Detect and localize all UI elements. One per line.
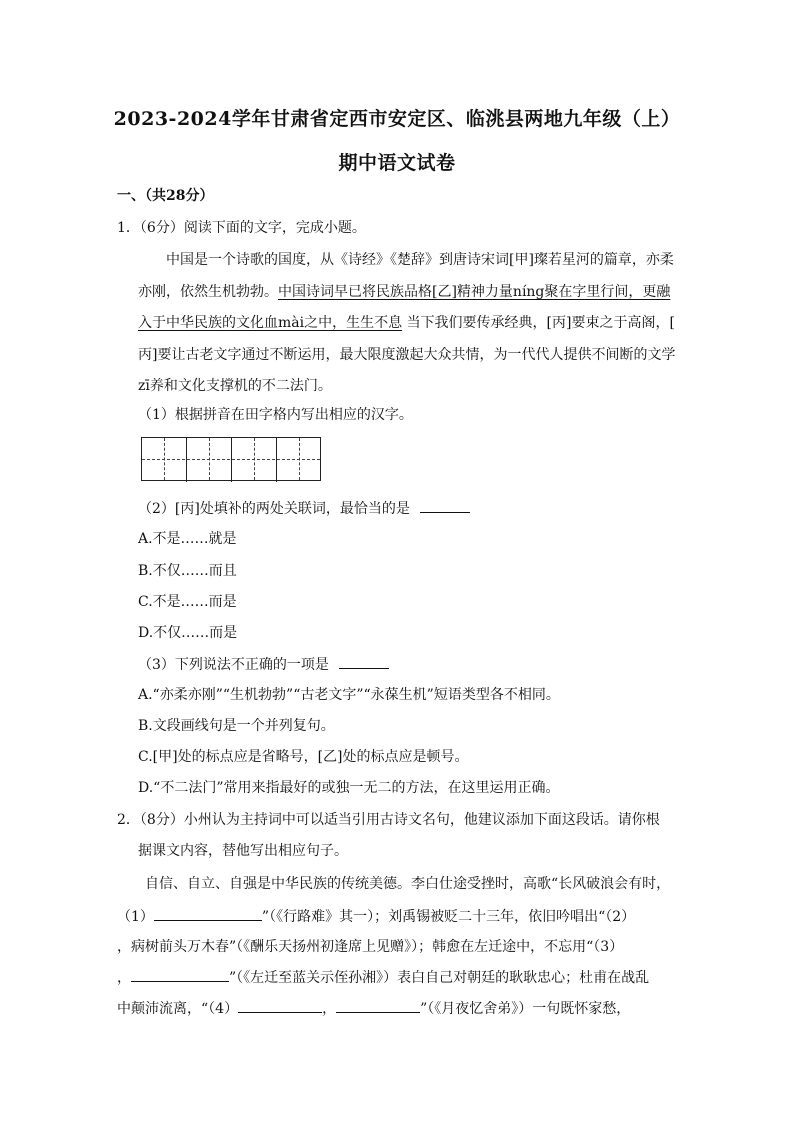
- answer-blank[interactable]: [238, 998, 322, 1013]
- q1-sub-question-1: （1）根据拼音在田字格内写出相应的汉字。: [138, 407, 413, 423]
- q1-passage-line-3-text: 当下我们要传承经典，[丙]要束之于高阁，[: [406, 315, 675, 331]
- grid-guide: [142, 459, 320, 460]
- section-heading: 一、（共28分）: [117, 188, 214, 204]
- q1-passage-line-5: zī养和文化支撑机的不二法门。: [138, 378, 332, 394]
- q2-passage-line-1: 自信、自立、自强是中华民族的传统美德。李白仕途受挫时，高歌“长风破浪会有时，: [145, 876, 671, 892]
- answer-blank[interactable]: [336, 998, 420, 1013]
- q1-sub2-option-a[interactable]: A.不是……就是: [138, 531, 237, 547]
- q2-passage-line-5-text: ”（《月夜忆舍弟》）一句既怀家愁，: [420, 1001, 631, 1017]
- q2-passage-line-2: [117, 906, 635, 927]
- q2-passage-line-5: [117, 998, 630, 1019]
- q1-sub3-option-b[interactable]: B.文段画线句是一个并列复句。: [138, 718, 335, 734]
- answer-blank[interactable]: [131, 967, 229, 982]
- question-2-stem-line-2: 据课文内容，替他写出相应句子。: [138, 843, 348, 859]
- exam-title-line-1: 2023-2024学年甘肃省定西市安定区、临洮县两地九年级（上）: [113, 108, 681, 130]
- answer-blank[interactable]: [154, 906, 262, 921]
- q1-sub-question-3: [138, 654, 389, 675]
- q1-sub2-option-b[interactable]: B.不仅……而且: [138, 563, 237, 579]
- question-1-stem: 1．（6分）阅读下面的文字，完成小题。: [117, 220, 366, 236]
- q1-passage-line-2-text: 亦刚，依然生机勃勃。: [138, 284, 278, 300]
- q1-sub3-option-a[interactable]: A.“亦柔亦刚”“生机勃勃”“古老文字”“永葆生机”短语类型各不相同。: [138, 687, 560, 703]
- q2-comma: ，: [322, 1001, 337, 1017]
- q2-passage-line-4: [117, 967, 649, 988]
- q2-passage-line-2-text: ”（《行路难》其一）；刘禹锡被贬二十三年，依旧吟唱出“（2）: [261, 909, 636, 925]
- q1-sub2-option-d[interactable]: D.不仅……而是: [138, 625, 238, 641]
- answer-blank[interactable]: [339, 654, 389, 669]
- q1-sub-question-2-text: （2）[丙]处填补的两处关联词，最恰当的是: [138, 501, 410, 517]
- q1-passage-line-2: [138, 282, 670, 302]
- q1-sub-question-2: [138, 498, 470, 519]
- q2-passage-line-3: ，病树前头万木春”（《酬乐天扬州初逢席上见赠》）；韩愈在左迁途中，不忘用“（3）: [117, 939, 624, 955]
- q2-passage-line-4-text: ”（《左迁至蓝关示侄孙湘》）表白自己对朝廷的耿耿忠心；杜甫在战乱: [229, 970, 650, 986]
- q1-passage-line-4: 丙]要让古老文字通过不断运用，最大限度激起大众共情，为一代代人提供不间断的文学: [138, 347, 676, 363]
- q2-item-1-label: （1）: [117, 909, 154, 925]
- q2-comma: ，: [117, 970, 131, 986]
- q2-item-4-label: 中颠沛流离，“（4）: [117, 1001, 239, 1017]
- q1-sub3-option-c[interactable]: C.[甲]处的标点应是省略号，[乙]处的标点应是顿号。: [138, 749, 469, 765]
- q1-sub-question-3-text: （3）下列说法不正确的一项是: [138, 657, 329, 673]
- answer-blank[interactable]: [420, 498, 470, 513]
- q1-underlined-sentence-part-2: 入于中华民族的文化血mài之中，生生不息: [138, 315, 403, 331]
- q1-passage-line-1: 中国是一个诗歌的国度，从《诗经》《楚辞》到唐诗宋词[甲]璨若星河的篇章，亦柔: [166, 252, 674, 268]
- exam-title-line-2: 期中语文试卷: [338, 152, 456, 174]
- tianzi-grid[interactable]: [141, 437, 321, 481]
- q1-passage-line-3: [138, 313, 675, 333]
- question-2-stem-line-1: 2．（8分）小州认为主持词中可以适当引用古诗文名句，他建议添加下面这段话。请你根: [117, 812, 660, 828]
- q1-sub3-option-d[interactable]: D.“不二法门”常用来指最好的或独一无二的方法，在这里运用正确。: [138, 780, 560, 796]
- q1-sub2-option-c[interactable]: C.不是……而是: [138, 594, 237, 610]
- q1-underlined-sentence-part-1: 中国诗词早已将民族品格[乙]精神力量níng聚在字里行间，更融: [278, 284, 671, 300]
